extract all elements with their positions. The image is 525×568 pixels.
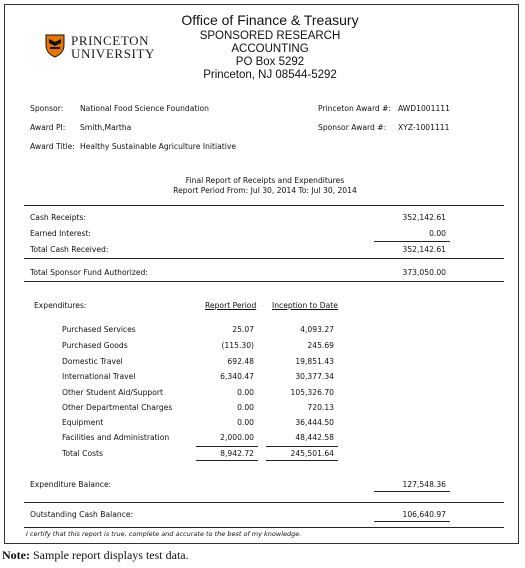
princeton-award-value: AWD1001111 [398, 104, 450, 113]
total-costs-inception: 245,501.64 [290, 449, 334, 458]
earned-interest-label: Earned Interest: [30, 229, 91, 238]
fund-authorized-label: Total Sponsor Fund Authorized: [30, 268, 148, 277]
expense-period: 0.00 [237, 388, 254, 397]
office-title: Office of Finance & Treasury [181, 12, 359, 28]
col-report-period: Report Period [205, 301, 257, 310]
sponsor-label: Sponsor: [30, 104, 64, 113]
expense-name: International Travel [62, 372, 136, 381]
balance-rule [374, 521, 450, 522]
award-pi-label: Award PI: [30, 123, 66, 132]
expense-inception: 30,377.34 [295, 372, 334, 381]
footnote-text: Sample report displays test data. [29, 548, 189, 562]
expense-inception: 720.13 [307, 403, 334, 412]
sponsor-value: National Food Science Foundation [80, 104, 209, 113]
expense-period: (115.30) [221, 341, 254, 350]
award-title-label: Award Title: [30, 142, 75, 151]
expense-name: Equipment [62, 418, 104, 427]
col-inception-to-date: Inception to Date [272, 301, 338, 310]
expense-period: 0.00 [237, 403, 254, 412]
column-rule [196, 460, 258, 461]
column-rule [196, 446, 258, 447]
logo-line-2: UNIVERSITY [71, 46, 155, 61]
sponsor-award-value: XYZ-1001111 [398, 123, 450, 132]
expense-name: Other Departmental Charges [62, 403, 173, 412]
outstanding-balance-label: Outstanding Cash Balance: [30, 510, 134, 519]
total-cash-value: 352,142.61 [402, 245, 446, 254]
expense-name: Facilities and Administration [62, 433, 170, 442]
certification-statement: I certify that this report is true, complete and accurate to the best of my knowledge. [26, 530, 302, 538]
divider [24, 502, 504, 503]
footnote [2, 548, 189, 563]
column-rule [266, 446, 338, 447]
city-line: Princeton, NJ 08544-5292 [203, 69, 337, 81]
expense-inception: 19,851.43 [295, 357, 334, 366]
princeton-shield-icon [45, 34, 65, 58]
expense-name: Domestic Travel [62, 357, 123, 366]
po-box-line: PO Box 5292 [235, 56, 305, 68]
earned-interest-value: 0.00 [429, 229, 446, 238]
logo-line-1: PRINCETON [71, 33, 150, 48]
report-period: Report Period From: Jul 30, 2014 To: Jul 30, 2014 [173, 186, 357, 195]
total-costs-label: Total Costs [62, 449, 103, 458]
divider [24, 205, 504, 206]
total-costs-period: 8,942.72 [220, 449, 254, 458]
balance-rule [374, 491, 450, 492]
subtotal-rule [374, 241, 450, 242]
expense-period: 6,340.47 [220, 372, 254, 381]
divider [24, 258, 504, 259]
expenditure-balance-value: 127,548.36 [402, 480, 446, 489]
expense-inception: 48,442.58 [295, 433, 334, 442]
report-title: Final Report of Receipts and Expenditures [185, 176, 345, 185]
expense-inception: 4,093.27 [300, 325, 334, 334]
expense-period: 0.00 [237, 418, 254, 427]
divider [24, 281, 504, 282]
fund-authorized-value: 373,050.00 [402, 268, 446, 277]
expense-name: Purchased Goods [62, 341, 128, 350]
expense-period: 25.07 [232, 325, 254, 334]
expense-inception: 105,326.70 [290, 388, 334, 397]
expenditures-label: Expenditures: [34, 301, 87, 310]
expense-inception: 245.69 [307, 341, 334, 350]
sponsor-award-label: Sponsor Award #: [318, 123, 387, 132]
cash-receipts-label: Cash Receipts: [30, 213, 87, 222]
expense-name: Other Student Aid/Support [62, 388, 163, 397]
expense-period: 692.48 [227, 357, 254, 366]
expense-period: 2,000.00 [220, 433, 254, 442]
division-line: ACCOUNTING [231, 43, 309, 55]
award-title-value: Healthy Sustainable Agriculture Initiative [80, 142, 236, 151]
column-rule [266, 460, 338, 461]
cash-receipts-value: 352,142.61 [402, 213, 446, 222]
divider [24, 527, 504, 528]
total-cash-label: Total Cash Received: [30, 245, 109, 254]
princeton-award-label: Princeton Award #: [318, 104, 392, 113]
footnote-label: Note: [2, 548, 30, 562]
outstanding-balance-value: 106,640.97 [402, 510, 446, 519]
expense-name: Purchased Services [62, 325, 136, 334]
department-line: SPONSORED RESEARCH [199, 30, 341, 42]
expense-inception: 36,444.50 [295, 418, 334, 427]
award-pi-value: Smith,Martha [80, 123, 132, 132]
expenditure-balance-label: Expenditure Balance: [30, 480, 112, 489]
